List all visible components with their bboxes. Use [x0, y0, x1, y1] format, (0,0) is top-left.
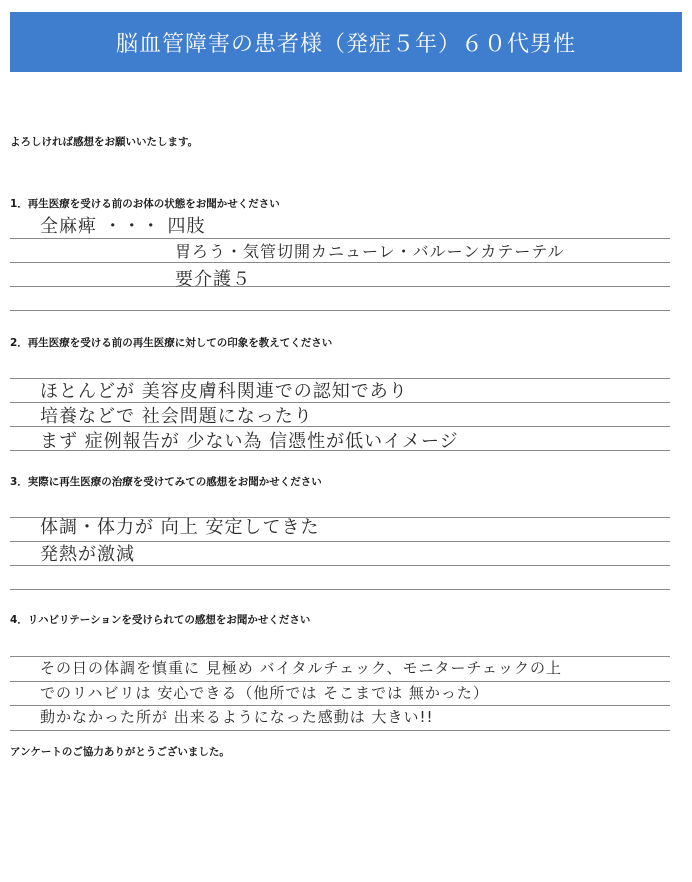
answer-line — [10, 310, 670, 311]
answer-line — [10, 286, 670, 287]
answer-1-line-2: 胃ろう・気管切開カニューレ・バルーンカテーテル — [175, 242, 565, 261]
answer-1-line-1: 全麻痺 ・・・ 四肢 — [40, 216, 206, 237]
question-3: 3．実際に再生医療の治療を受けてみての感想をお聞かせください — [10, 476, 322, 488]
answer-4-line-1: その日の体調を慎重に 見極め バイタルチェック、モニターチェックの上 — [40, 659, 563, 677]
answer-4-line-2: でのリハビリは 安心できる（他所では そこまでは 無かった） — [40, 684, 489, 702]
question-4: 4．リハビリテーションを受けられての感想をお聞かせください — [10, 614, 311, 626]
answer-line — [10, 589, 670, 590]
answer-2-line-3: まず 症例報告が 少ない為 信憑性が低いイメージ — [40, 431, 459, 452]
answer-line — [10, 730, 670, 731]
answer-line — [10, 262, 670, 263]
answer-2-line-1: ほとんどが 美容皮膚科関連での認知であり — [40, 381, 408, 402]
answer-1-line-3: 要介護５ — [175, 269, 251, 290]
answer-3-line-1: 体調・体力が 向上 安定してきた — [40, 517, 320, 538]
question-1: 1．再生医療を受ける前のお体の状態をお聞かせください — [10, 198, 280, 210]
answer-3-line-2: 発熱が激減 — [40, 544, 135, 565]
answer-4-line-3: 動かなかった所が 出来るようになった感動は 大きい!! — [40, 708, 434, 726]
intro-text: よろしければ感想をお願いいたします。 — [10, 136, 199, 148]
answer-2-line-2: 培養などで 社会問題になったり — [40, 406, 313, 427]
closing-text: アンケートのご協力ありがとうございました。 — [10, 746, 230, 758]
page-title: 脳血管障害の患者様（発症５年）６０代男性 — [115, 31, 576, 57]
question-2: 2．再生医療を受ける前の再生医療に対しての印象を教えてください — [10, 337, 333, 349]
title-banner — [10, 12, 682, 72]
